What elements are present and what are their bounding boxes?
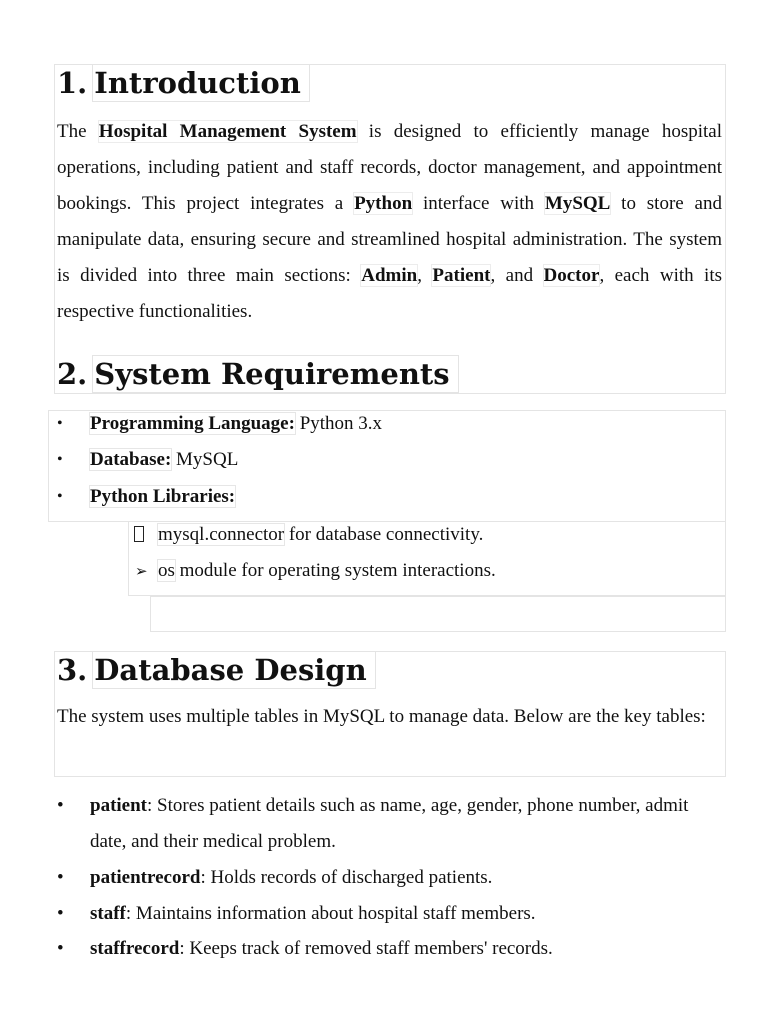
bullet-icon: • bbox=[57, 415, 63, 432]
table-name: staff bbox=[90, 903, 126, 924]
table-desc: : Stores patient details such as name, age, gender, phone number, admit date, and their medical problem. bbox=[90, 795, 689, 852]
library-item bbox=[158, 553, 496, 589]
library-name: os bbox=[158, 560, 175, 581]
requirement-item bbox=[90, 479, 235, 515]
intro-emphasis: Python bbox=[354, 193, 413, 214]
bullet-icon: • bbox=[57, 938, 64, 959]
intro-emphasis: Admin bbox=[361, 265, 418, 286]
intro-text: , each with its respective functionalities. bbox=[57, 265, 723, 322]
missing-glyph-icon bbox=[134, 517, 144, 553]
intro-text: , bbox=[417, 265, 433, 286]
database-intro-paragraph: The system uses multiple tables in MySQL to manage data. Below are the key tables: bbox=[57, 706, 706, 727]
intro-emphasis: MySQL bbox=[544, 193, 611, 214]
arrowhead-bullet-icon: ➢ bbox=[135, 562, 148, 580]
table-name: staffrecord bbox=[90, 938, 180, 959]
database-heading bbox=[57, 651, 376, 689]
bullet-icon: • bbox=[57, 795, 64, 816]
requirements-heading-number: 2. bbox=[57, 357, 88, 391]
requirement-value: Python 3.x bbox=[294, 413, 383, 434]
requirement-label: Database: bbox=[90, 449, 172, 470]
database-heading-text: Database Design bbox=[92, 651, 375, 689]
intro-text: The bbox=[57, 121, 99, 142]
library-item bbox=[158, 517, 483, 553]
empty-block-box bbox=[150, 596, 726, 632]
intro-text: to store and manipulate data, ensuring secure and streamlined hospital administration. The system is divided into three main sections: bbox=[57, 193, 722, 286]
intro-text: interface with bbox=[412, 193, 545, 214]
table-list-item bbox=[90, 896, 536, 932]
table-name: patientrecord bbox=[90, 867, 201, 888]
bullet-icon: • bbox=[57, 451, 63, 468]
table-list-item bbox=[90, 931, 553, 967]
table-desc: : Holds records of discharged patients. bbox=[200, 867, 493, 888]
table-desc: : Maintains information about hospital staff members. bbox=[125, 903, 536, 924]
intro-emphasis: Patient bbox=[432, 265, 491, 286]
requirements-heading-text: System Requirements bbox=[92, 355, 458, 393]
bullet-icon: • bbox=[57, 488, 63, 505]
library-desc: module for operating system interactions. bbox=[174, 560, 496, 581]
intro-text: is designed to efficiently manage hospital operations, including patient and staff records, doctor management, and appointment bookings. This project integrates a bbox=[57, 121, 722, 214]
table-list-item bbox=[90, 860, 492, 896]
requirements-heading bbox=[57, 355, 459, 393]
intro-heading-number: 1. bbox=[57, 66, 88, 100]
library-desc: for database connectivity. bbox=[284, 524, 484, 545]
requirement-item bbox=[90, 442, 238, 478]
requirement-label: Python Libraries: bbox=[90, 486, 236, 507]
intro-paragraph bbox=[57, 114, 722, 330]
intro-emphasis: Doctor bbox=[543, 265, 600, 286]
requirement-value: MySQL bbox=[171, 449, 239, 470]
requirement-item bbox=[90, 406, 382, 442]
library-name: mysql.connector bbox=[158, 524, 285, 545]
requirement-label: Programming Language: bbox=[90, 413, 295, 434]
table-name: patient bbox=[90, 795, 147, 816]
intro-heading bbox=[57, 64, 310, 102]
intro-text: , and bbox=[490, 265, 544, 286]
bullet-icon: • bbox=[57, 867, 64, 888]
intro-emphasis: Hospital Management System bbox=[98, 121, 357, 142]
table-desc: : Keeps track of removed staff members' records. bbox=[179, 938, 553, 959]
database-heading-number: 3. bbox=[57, 653, 88, 687]
table-list-item bbox=[90, 788, 710, 860]
bullet-icon: • bbox=[57, 903, 64, 924]
intro-heading-text: Introduction bbox=[92, 64, 310, 102]
